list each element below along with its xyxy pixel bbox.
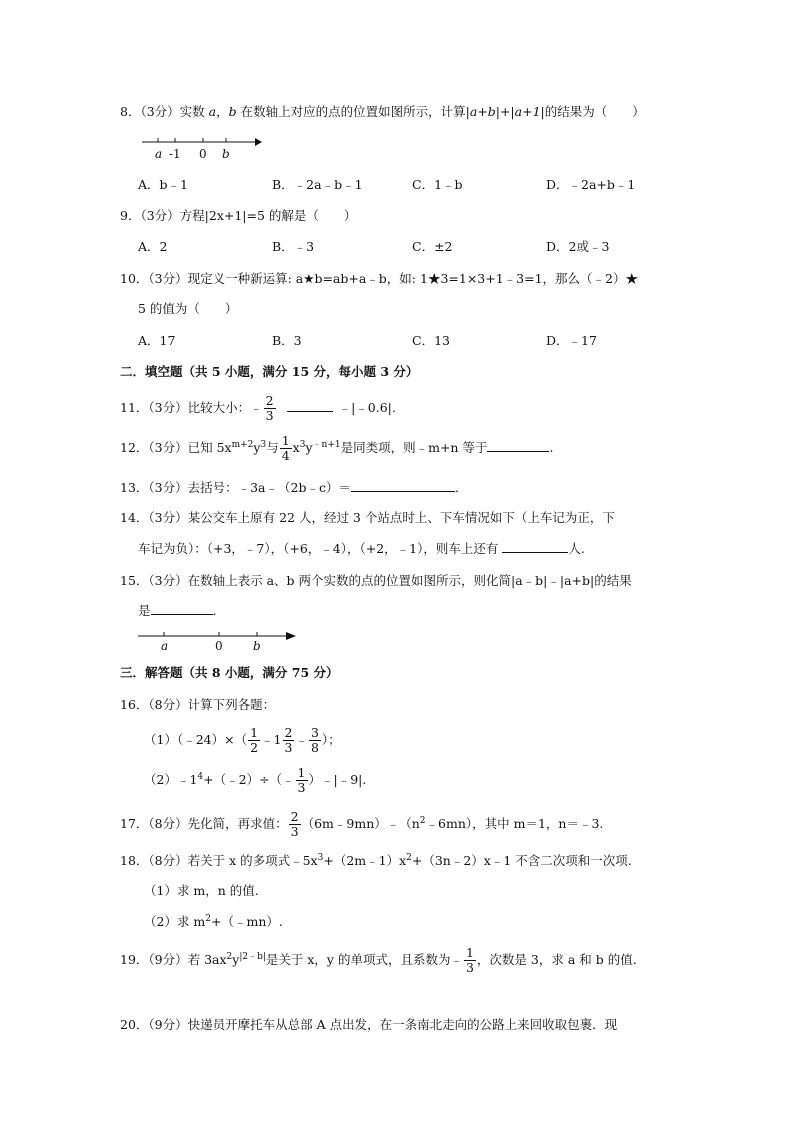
axis-label-a: a: [155, 147, 163, 161]
option-d: D．﹣2a+b﹣1: [546, 177, 636, 192]
exponent: 3: [260, 439, 267, 450]
exponent: m+2: [231, 439, 254, 450]
question-17: [120, 808, 603, 840]
question-text: +（2m﹣1）x: [323, 853, 407, 868]
option-d: D．﹣17: [546, 333, 597, 348]
option-b: B．﹣2a﹣b﹣1: [272, 177, 363, 192]
score: （3分）: [140, 104, 180, 119]
question-10: [120, 270, 638, 288]
section-3-title: 三．解答题（共 8 小题，满分 75 分）: [120, 665, 339, 680]
question-number: 12．: [120, 440, 149, 455]
question-number: 14．: [120, 510, 149, 525]
score: （3分）: [148, 510, 188, 525]
axis-label-neg1: -1: [169, 147, 181, 161]
number-line-q8: [140, 134, 270, 164]
exponent: 4: [197, 771, 204, 782]
question-number: 18．: [120, 853, 149, 868]
question-text: 若关于 x 的多项式﹣5x: [187, 853, 318, 868]
question-16: [120, 696, 275, 714]
question-text: ，次数是 3，求 a 和 b 的值.: [476, 952, 637, 967]
score: （3分）: [148, 480, 188, 495]
question-text: 实数: [179, 104, 209, 119]
score: （9分）: [148, 952, 188, 967]
score: （8分）: [148, 697, 188, 712]
question-text: 某公交车上原有 22 人，经过 3 个站点时上、下车情况如下（上车记为正，下: [187, 510, 615, 525]
question-text: 的结果为（ ）: [544, 104, 645, 119]
score: （3分）: [148, 400, 188, 415]
question-text: x: [292, 440, 300, 455]
question-number: 10．: [120, 271, 149, 286]
score: （3分）: [148, 271, 188, 286]
option-b: B．﹣3: [272, 239, 315, 254]
question-16-part-2: [144, 764, 366, 796]
score: （3分）: [148, 573, 188, 588]
exponent: 2: [205, 913, 212, 924]
answer-blank: [502, 540, 568, 553]
question-text: 5 的值为（ ）: [138, 301, 238, 316]
exponent: 3: [299, 439, 306, 450]
option-b: B．3: [272, 333, 302, 348]
fraction: $\frac{2}{3}$: [290, 809, 299, 839]
axis-label-b: b: [253, 639, 261, 653]
separator: ，: [216, 104, 229, 119]
score: （9分）: [148, 1017, 188, 1032]
question-text: ）﹣|﹣9|.: [308, 772, 367, 787]
question-11: [120, 393, 396, 423]
exponent: 2: [226, 951, 233, 962]
question-number: 15．: [120, 573, 149, 588]
question-text: 是: [138, 603, 151, 618]
answer-blank: [287, 399, 333, 412]
question-number: 16．: [120, 697, 149, 712]
question-text: ﹣: [295, 732, 308, 747]
question-text: 车记为负）：（+3，﹣7），（+6，﹣4），（+2，﹣1），则车上还有: [138, 541, 503, 556]
score: （3分）: [140, 208, 180, 223]
question-text: ﹣|﹣0.6|.: [338, 400, 396, 415]
exponent: 2: [419, 815, 426, 826]
question-19: [120, 944, 637, 976]
number-line-q15: [136, 630, 306, 656]
question-text: .: [212, 603, 217, 618]
question-text: 计算下列各题：: [187, 697, 276, 712]
question-text: 在数轴上表示 a、b 两个实数的点的位置如图所示，则化简|a﹣b|﹣|a+b|的结果: [187, 573, 632, 588]
question-text: y: [305, 440, 313, 455]
question-number: 8．: [120, 104, 141, 119]
question-number: 19．: [120, 952, 149, 967]
question-18-part-2: [144, 913, 283, 931]
fraction: $\frac{1}{3}$: [465, 945, 474, 975]
question-text: 是同类项，则﹣m+n 等于: [340, 440, 488, 455]
question-text: +（﹣mn）.: [211, 914, 283, 929]
option-d: D．2或﹣3: [546, 239, 610, 254]
question-14: [120, 509, 615, 527]
question-text: ﹣1: [261, 732, 282, 747]
question-text: .: [549, 440, 554, 455]
option-a: A．2: [138, 239, 168, 254]
question-text: （6m﹣9mn）﹣（n: [301, 816, 420, 831]
question-text: 若 3ax: [187, 952, 227, 967]
answer-blank: [151, 602, 213, 615]
question-text: y: [232, 952, 240, 967]
question-9: [120, 207, 356, 225]
question-12: [120, 433, 553, 463]
question-number: 9．: [120, 208, 141, 223]
question-text: ）；: [321, 732, 341, 747]
question-text: 先化简，再求值：: [187, 816, 288, 831]
question-16-part-1: [144, 724, 341, 756]
exponent: 3: [317, 852, 324, 863]
option-a: A．17: [138, 333, 176, 348]
question-text: 在数轴上对应的点的位置如图所示，计算: [236, 104, 466, 119]
question-text: 已知 5x: [187, 440, 232, 455]
question-number: 20．: [120, 1017, 149, 1032]
var-a: a: [208, 104, 217, 119]
axis-label-a: a: [161, 639, 169, 653]
question-text: 是关于 x，y 的单项式，且系数为﹣: [265, 952, 463, 967]
question-text: 与: [266, 440, 279, 455]
exponent: ﹣n+1: [312, 439, 341, 450]
question-text: ﹣6mn），其中 m＝1，n＝﹣3.: [425, 816, 604, 831]
question-number: 11．: [120, 400, 149, 415]
exponent: 2: [406, 852, 412, 863]
minus-sign: ﹣: [250, 400, 263, 415]
question-18: [120, 852, 632, 870]
option-c: C．13: [412, 333, 450, 348]
question-13: [120, 479, 459, 497]
question-18-part-1: （1）求 m，n 的值.: [144, 883, 259, 898]
question-text: （2）求 m: [144, 914, 206, 929]
question-number: 17．: [120, 816, 149, 831]
question-text: 快递员开摩托车从总部 A 点出发，在一条南北走向的公路上来回收取包裹．现: [187, 1017, 618, 1032]
question-text: y: [253, 440, 261, 455]
fraction: $\frac{1}{2}$: [250, 725, 259, 755]
question-10-cont: [138, 300, 237, 318]
question-text: +（3n﹣2）x﹣1 不含二次项和一次项.: [411, 853, 632, 868]
question-number: 13．: [120, 480, 149, 495]
fraction: $\frac{1}{4}$: [281, 433, 290, 463]
question-20: [120, 1016, 617, 1034]
fraction: $\frac{3}{8}$: [310, 725, 319, 755]
question-text: 去括号：﹣3a﹣（2b﹣c）＝: [187, 480, 351, 495]
answer-blank: [351, 479, 455, 492]
question-text: 现定义一种新运算: a★b=ab+a﹣b，如: 1★3=1×3+1﹣3=1，那么（﹣2）★: [187, 271, 639, 286]
question-8: [120, 103, 645, 121]
score: （3分）: [148, 440, 188, 455]
option-c: C．±2: [412, 239, 453, 254]
exponent: |2﹣b|: [239, 951, 266, 962]
axis-label-0: 0: [215, 639, 223, 653]
question-text: +（﹣2）÷（﹣: [203, 772, 295, 787]
question-text: （1）（﹣24）×（: [144, 732, 248, 747]
question-15: [120, 572, 632, 590]
fraction: $\frac{1}{3}$: [297, 765, 306, 795]
section-2-title: 二．填空题（共 5 小题，满分 15 分，每小题 3 分）: [120, 364, 419, 379]
axis-label-0: 0: [199, 147, 207, 161]
option-c: C．1﹣b: [412, 177, 463, 192]
question-15-cont: [138, 602, 217, 620]
question-text: 人.: [568, 541, 585, 556]
fraction: $\frac{2}{3}$: [284, 725, 293, 755]
question-text: （2）﹣1: [144, 772, 198, 787]
question-text: 比较大小：: [187, 400, 251, 415]
axis-label-b: b: [222, 147, 230, 161]
expression: |a+b|+|a+1|: [465, 104, 545, 119]
fraction: $\frac{2}{3}$: [265, 393, 274, 423]
option-a: A．b﹣1: [138, 177, 188, 192]
question-text: 方程|2x+1|=5 的解是（ ）: [179, 208, 357, 223]
answer-blank: [487, 439, 549, 452]
question-14-cont: [138, 540, 585, 558]
var-b: b: [228, 104, 237, 119]
question-text: .: [454, 480, 459, 495]
score: （8分）: [148, 816, 188, 831]
score: （8分）: [148, 853, 188, 868]
